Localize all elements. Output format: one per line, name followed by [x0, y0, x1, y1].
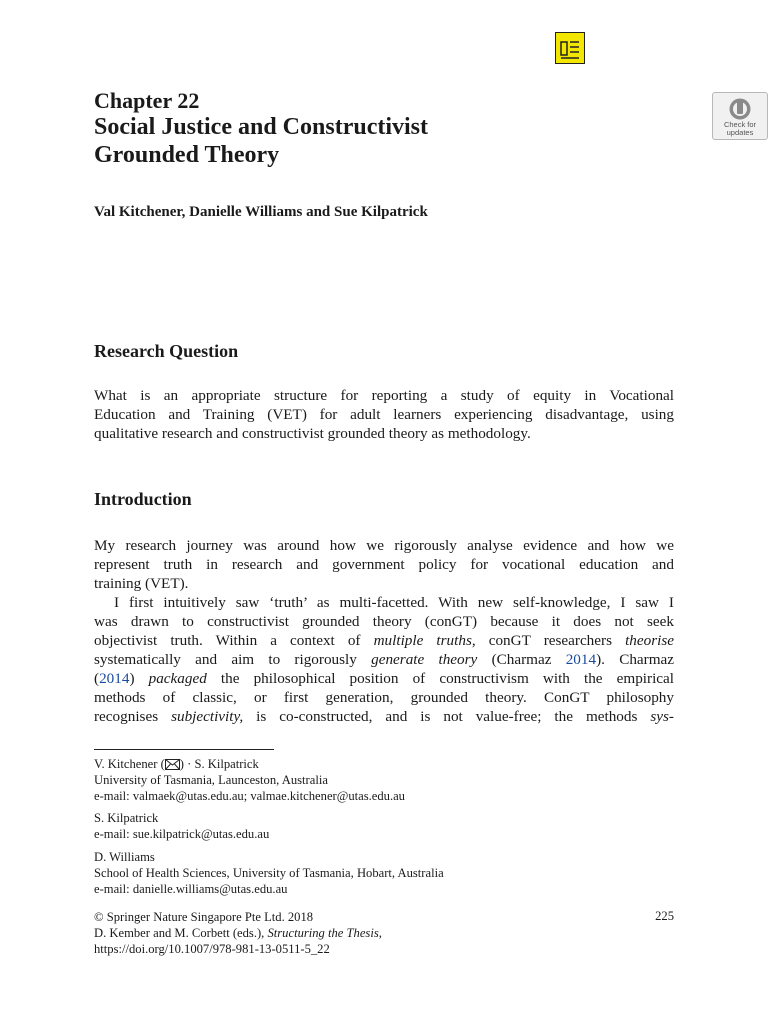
intro-line [94, 669, 674, 688]
text: is co-constructed, and is not value-free; the methods [243, 708, 651, 725]
text: (Charmaz [477, 651, 566, 668]
text: recognises [94, 708, 172, 725]
page-number: 225 [655, 909, 674, 923]
text: , conGT researchers [471, 632, 626, 649]
italic-sys: sys- [650, 708, 674, 725]
footnote-divider [94, 749, 274, 750]
intro-line [94, 650, 674, 669]
footnote-names [94, 756, 405, 772]
italic-multiple-truths: multiple truths [373, 632, 472, 649]
chapter-title-line-2: Grounded Theory [94, 142, 280, 168]
intro-line: methods of classic, or first generation, grounded theory. ConGT philosophy [94, 689, 674, 706]
text: ) · S. Kilpatrick [179, 757, 259, 771]
text: D. Kember and M. Corbett (eds.), [94, 926, 268, 940]
footnote-kilpatrick [94, 810, 269, 842]
footnote-email[interactable]: e-mail: sue.kilpatrick@utas.edu.au [94, 827, 270, 841]
footnote-name: D. Williams [94, 850, 155, 864]
text: systematically and aim to rigorously [94, 651, 372, 668]
check-for-updates-icon [728, 97, 752, 121]
footnote-email[interactable]: e-mail: valmaek@utas.edu.au; valmae.kitchener@utas.edu.au [94, 789, 405, 803]
italic-generate-theory: generate theory [371, 651, 478, 668]
research-question-paragraph [94, 386, 674, 443]
footnote-email[interactable]: e-mail: danielle.williams@utas.edu.au [94, 882, 288, 896]
rq-line: What is an appropriate structure for reporting a study of equity in Vocational [94, 387, 674, 404]
page [94, 0, 757, 1024]
chapter-authors: Val Kitchener, Danielle Williams and Sue Kilpatrick [94, 204, 428, 220]
check-for-updates-badge[interactable] [712, 92, 768, 140]
intro-line: represent truth in research and government policy for vocational education and [94, 556, 674, 573]
research-question-heading: Research Question [94, 341, 239, 361]
italic-theorise: theorise [625, 632, 674, 649]
book-citation [94, 925, 382, 941]
intro-line: training (VET). [94, 575, 189, 592]
chapter-title [94, 113, 428, 169]
intro-line: I first intuitively saw ‘truth’ as multi-facetted. With new self-knowledge, I saw I [114, 594, 674, 611]
rq-line: qualitative research and constructivist grounded theory as methodology. [94, 425, 531, 442]
intro-line: My research journey was around how we rigorously analyse evidence and how we [94, 537, 674, 554]
envelope-icon[interactable] [165, 759, 180, 770]
intro-line [94, 707, 674, 726]
text: ( [94, 670, 100, 687]
chapter-label: Chapter 22 [94, 88, 200, 113]
footnote-affiliation: University of Tasmania, Launceston, Australia [94, 773, 328, 787]
footnote-williams [94, 849, 444, 897]
citation-link[interactable]: 2014 [99, 670, 130, 687]
book-title: Structuring the Thesis [267, 926, 379, 940]
note-icon[interactable] [555, 32, 585, 64]
text: V. Kitchener ( [94, 757, 165, 771]
citation-link[interactable]: 2014 [565, 651, 597, 668]
badge-line-1: Check for [723, 120, 757, 129]
text: ). Charmaz [596, 651, 675, 668]
italic-packaged: packaged [148, 670, 207, 687]
chapter-title-line-1: Social Justice and Constructivist [94, 114, 429, 140]
copyright-line: © Springer Nature Singapore Pte Ltd. 2018 [94, 910, 314, 924]
footnote-name: S. Kilpatrick [94, 811, 159, 825]
introduction-heading: Introduction [94, 489, 192, 509]
text: the philosophical position of constructivism with the empirical [206, 670, 674, 687]
publication-info [94, 909, 382, 957]
text: , [378, 926, 382, 940]
text: objectivist truth. Within a context of [94, 632, 374, 649]
footnote-affiliation: School of Health Sciences, University of Tasmania, Hobart, Australia [94, 866, 444, 880]
introduction-paragraph [94, 536, 674, 726]
badge-line-2: updates [726, 128, 754, 137]
text: ) [129, 670, 149, 687]
italic-subjectivity: subjectivity, [171, 708, 244, 725]
doi-link[interactable]: https://doi.org/10.1007/978-981-13-0511-5_22 [94, 942, 330, 956]
intro-line [94, 631, 674, 650]
rq-line: Education and Training (VET) for adult learners experiencing disadvantage, using [94, 406, 674, 423]
footnote-kitchener [94, 756, 405, 804]
intro-line: was drawn to constructivist grounded theory (conGT) because it does not seek [94, 613, 674, 630]
